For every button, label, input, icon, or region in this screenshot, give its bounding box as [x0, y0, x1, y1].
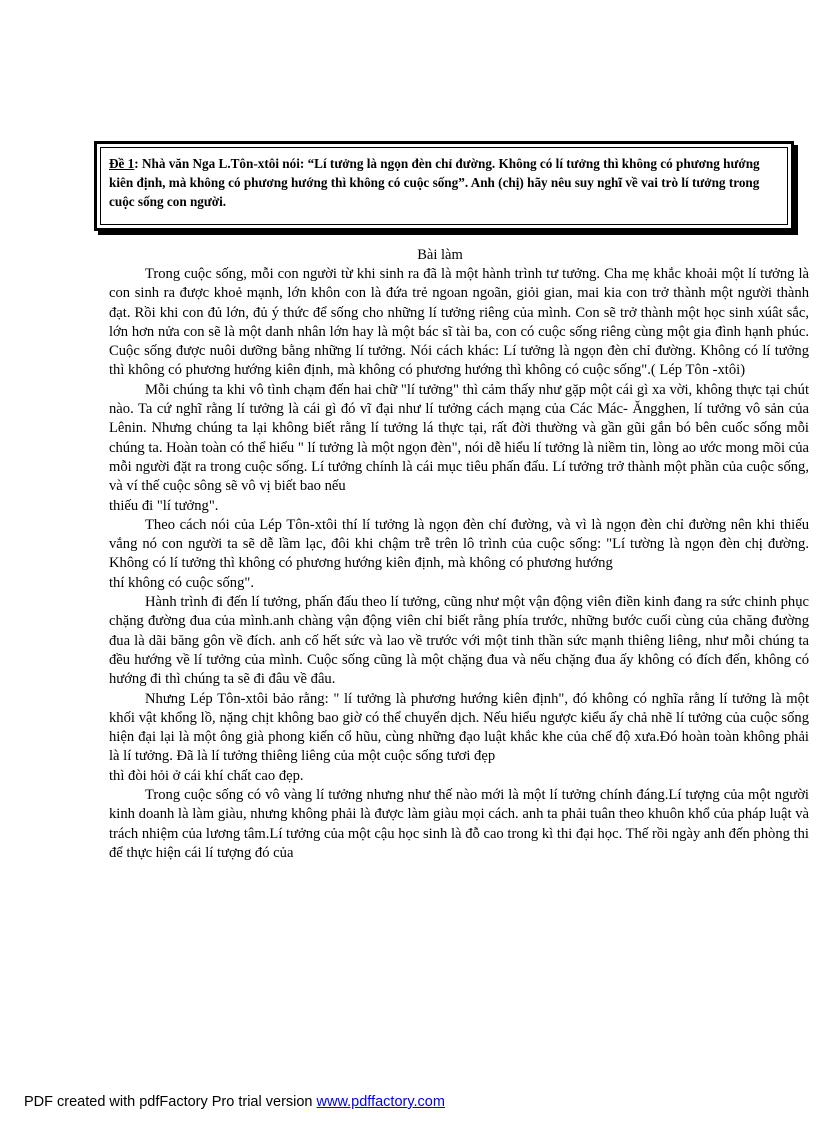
essay-paragraph-3: Theo cách nói của Lép Tôn-xtôi thí lí tưởng là ngọn đèn chí đường, và vì là ngọn đèn chỉ đường nên khi thiếu vắng nó con người ta sẽ dễ lầm lạc, đôi khi chậm trễ trên lô trình của cuộc sống: "Lí tường là ngọn đèn chị đường. Không có lí tưởng thì không có phương hướng kiên định, mà không có phương hướng	[109, 516, 809, 572]
pdf-footer	[24, 1094, 445, 1110]
prompt-body: : Nhà văn Nga L.Tôn-xtôi nói: “Lí tưởng là ngọn đèn chỉ đường. Không có lí tưởng thì không có phương hướng kiên định, mà không có phương hướng thì không có cuộc sống”. Anh (chị) hãy nêu suy nghĩ về vai trò lí tưởng trong cuộc sống con người.	[109, 156, 760, 209]
essay-paragraph-3-end: thí không có cuộc sống".	[109, 574, 254, 591]
essay-heading: Bài làm	[417, 247, 463, 263]
essay-paragraph-2-end: thiếu đi "lí tưởng".	[109, 497, 219, 514]
footer-text: PDF created with pdfFactory Pro trial version	[24, 1094, 317, 1110]
essay-paragraph-5: Nhưng Lép Tôn-xtôi bảo rằng: " lí tưởng là phương hướng kiên định", đó không có nghĩa rằng lí tưởng là một khối vật khổng lồ, nặng chịt không bao giờ có thể chuyển dịch. Nếu hiểu ngược kiểu ấy chả nhẽ lí tưởng của cuộc sống hiện đại lại là một ông già phong kiến cổ hũu, cùng những đạo luật khắc khe của chế độ xưa.Đó hoàn toàn không phải là lí tưởng. Đã là lí tưởng thiêng liêng của một cuộc sống tươi đẹp	[109, 690, 809, 765]
essay-paragraph-2: Mỗi chúng ta khi vô tình chạm đến hai chữ "lí tưởng" thì cảm thấy như gặp một cái gì xa vời, không thực tại chút nào. Ta cứ nghĩ rằng lí tưởng là cái gì đó vĩ đại như lí tưởng cách mạng của Các Mác- Ăngghen, lí tưởng vô sản của Lênin. Nhưng chúng ta lại không biết rằng lí tưởng lá thực tại, rất đời thường và gần gũi gắn bó bên cuốc sống mỗi chúng ta. Hoàn toàn có thể hiểu " lí tưởng là một ngọn đèn", nói dễ hiểu lí tưởng là niềm tin, lòng ao ước mong mõi của mỗi người đặt ra trong cuộc sống. Lí tưởng chính là cái mục tiêu phấn đấu. Lí tưởng trở thành một phần của cuộc sống, và ví thế cuộc sông sẽ vô vị biết bao nếu	[109, 381, 809, 495]
essay-paragraph-5-end: thì đòi hỏi ở cái khí chất cao đẹp.	[109, 767, 304, 784]
essay-paragraph-1: Trong cuộc sống, mỗi con người từ khi sinh ra đã là một hành trình tư tưởng. Cha mẹ khắc khoải một lí tưởng là con sinh ra được khoẻ mạnh, lớn khôn con là đứa trẻ ngoan ngoãn, giỏi gian, mai kia con trở thành một người thành đạt. Rồi khi con đủ lớn, đủ ý thức để sống cho những lí tưởng riêng của mình. Con sẽ trở thành một học sinh xúât sắc, lớn hơn nửa con sẽ là một danh nhân lớn hay là một bác sĩ tài ba, con có cuộc sống riêng cùng một gia đình hạnh phúc. Cuộc sống được nuôi dưỡng bằng những lí tưởng. Nói cách khác: Lí tưởng là ngọn đèn chỉ đường. Không có lí tưởng thì không có phương hướng kiên định, mà không có phương hướng thì không có cuộc sống".( Lép Tôn -xtôi)	[109, 266, 809, 379]
essay-paragraph-4: Hành trình đi đến lí tưởng, phấn đấu theo lí tưởng, cũng như một vận động viên điền kinh đang ra sức chinh phục chặng đường đua của mình.anh chàng vận động viên chỉ biết rằng phía trước, những bước cuối cùng của chăng đường đua là dãi băng gôn về đích. anh cố hết sức và lao về trước với một tinh thần sức mạnh thiêng liêng, như mỗi chúng ta đều hướng về lí tưởng của mình. Cuộc sống cũng là một chặng đua và nếu chặng đua ấy không có đích đến, không có hướng đi thì chúng ta sẽ đi đâu về đâu.	[109, 594, 809, 688]
prompt-box	[94, 141, 794, 231]
prompt-label: Đề 1	[109, 156, 135, 171]
footer-link[interactable]: www.pdffactory.com	[316, 1094, 445, 1110]
prompt-text	[109, 154, 781, 211]
essay-body	[109, 265, 809, 863]
essay-paragraph-6: Trong cuộc sống có vô vàng lí tưởng nhưng như thế nào mới là một lí tưởng chính đáng.Lí tượng của một người kinh doanh là làm giàu, nhưng không phải là được làm giàu mọi cách. anh ta phải tuân theo khuôn khổ của pháp luật và trách nhiệm của lương tâm.Lí tưởng của một cậu học sinh là đỗ cao trong kì thi đại học. Thế rồi ngày anh đến phòng thi để thực hiện cái lí tượng đó của	[109, 787, 809, 861]
